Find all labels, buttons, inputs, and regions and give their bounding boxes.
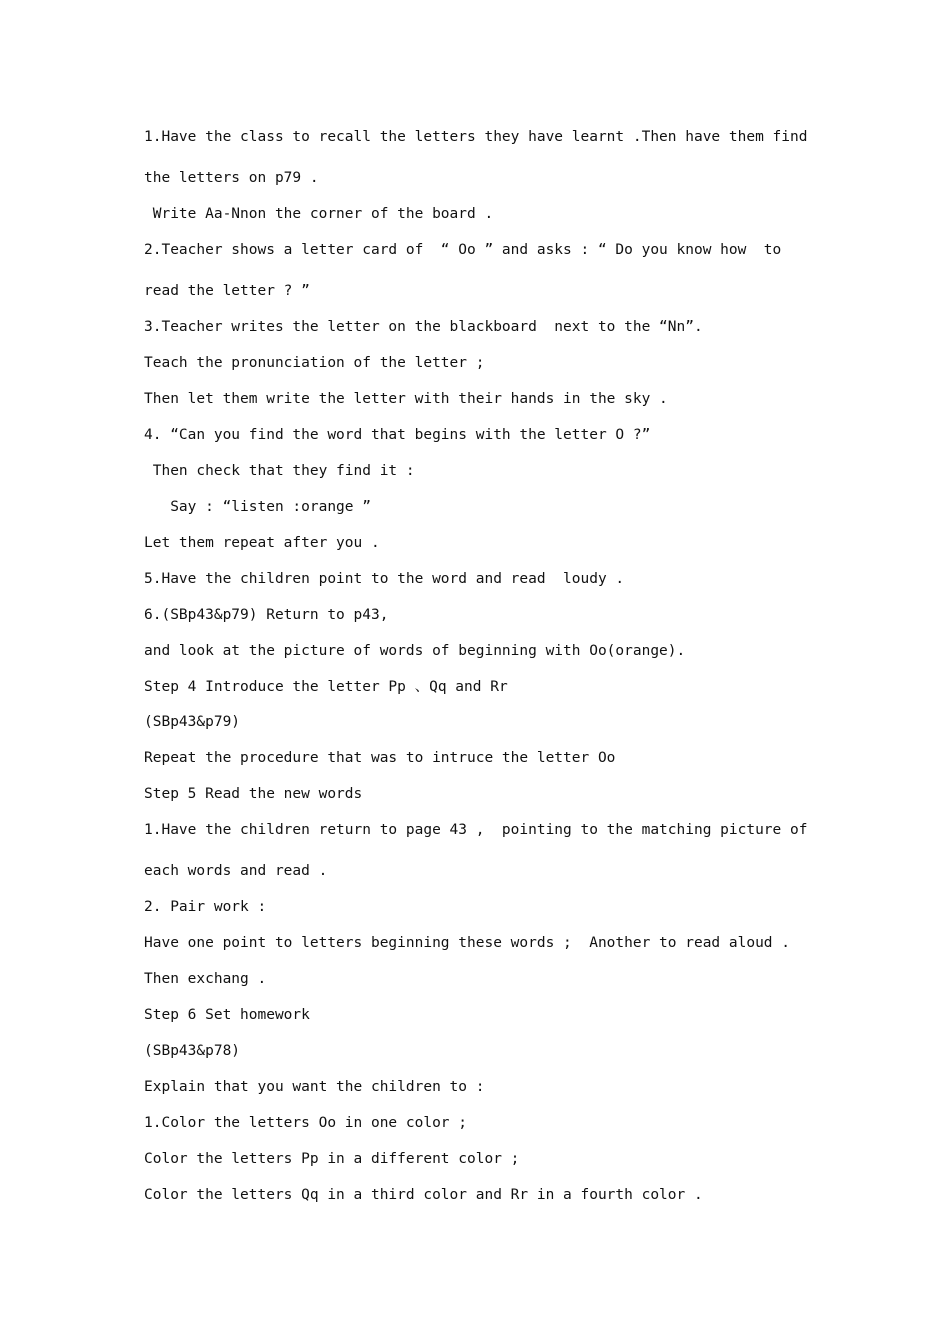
- text-line-17: (SBp43&p79): [144, 714, 241, 730]
- text-line-21: each words and read .: [144, 863, 328, 879]
- text-line-5: read the letter ? ”: [144, 283, 310, 299]
- text-line-22: 2. Pair work :: [144, 899, 267, 915]
- text-line-8: Then let them write the letter with their hands in the sky .: [144, 391, 668, 407]
- text-line-15: and look at the picture of words of beginning with Oo(orange).: [144, 643, 686, 659]
- text-line-27: Explain that you want the children to :: [144, 1079, 485, 1095]
- text-line-14: 6.(SBp43&p79) Return to p43,: [144, 607, 389, 623]
- text-line-9: 4. “Can you find the word that begins with the letter O ?”: [144, 427, 651, 443]
- text-line-19: Step 5 Read the new words: [144, 786, 363, 802]
- text-line-30: Color the letters Qq in a third color and Rr in a fourth color .: [144, 1187, 703, 1203]
- text-line-13: 5.Have the children point to the word and read loudy .: [144, 571, 625, 587]
- text-line-28: 1.Color the letters Oo in one color ;: [144, 1115, 468, 1131]
- text-line-26: (SBp43&p78): [144, 1043, 241, 1059]
- text-line-7: Teach the pronunciation of the letter ;: [144, 355, 485, 371]
- text-line-3: Write Aa-Nnon the corner of the board .: [144, 206, 494, 222]
- text-line-6: 3.Teacher writes the letter on the blackboard next to the “Nn”.: [144, 319, 703, 335]
- text-line-24: Then exchang .: [144, 971, 267, 987]
- text-line-20: 1.Have the children return to page 43 , pointing to the matching picture of: [144, 822, 808, 838]
- text-line-16: Step 4 Introduce the letter Pp 、Qq and Rr: [144, 679, 508, 695]
- text-line-2: the letters on p79 .: [144, 170, 319, 186]
- text-line-10: Then check that they find it :: [144, 463, 415, 479]
- text-line-25: Step 6 Set homework: [144, 1007, 310, 1023]
- text-line-12: Let them repeat after you .: [144, 535, 380, 551]
- text-line-4: 2.Teacher shows a letter card of “ Oo ” and asks : “ Do you know how to: [144, 242, 782, 258]
- text-line-18: Repeat the procedure that was to intruce the letter Oo: [144, 750, 616, 766]
- text-line-23: Have one point to letters beginning these words ; Another to read aloud .: [144, 935, 791, 951]
- text-line-11: Say : “listen :orange ”: [144, 499, 371, 515]
- text-line-29: Color the letters Pp in a different color ;: [144, 1151, 520, 1167]
- text-line-1: 1.Have the class to recall the letters they have learnt .Then have them find: [144, 129, 808, 145]
